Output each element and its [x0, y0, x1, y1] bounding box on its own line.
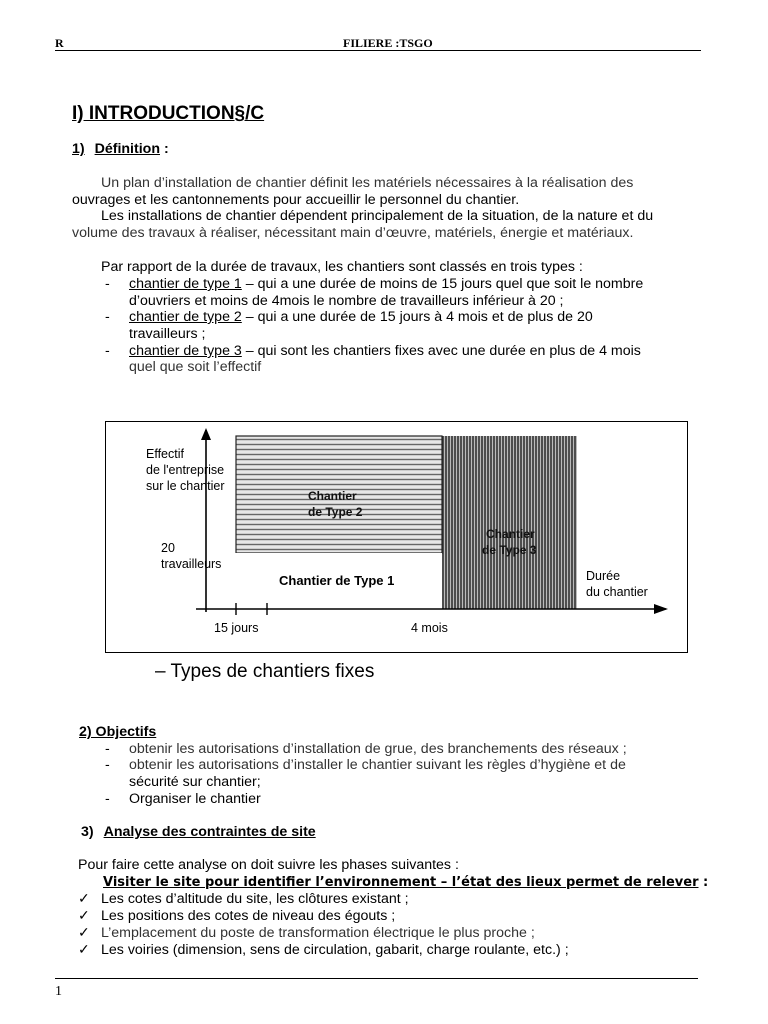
- figure-caption: – Types de chantiers fixes: [155, 661, 375, 682]
- objective-2-cont: sécurité sur chantier;: [129, 774, 261, 790]
- type-label-3: chantier de type 3: [129, 343, 242, 359]
- type-text-2a: – qui a une durée de 15 jours à 4 mois et de plus de 20: [241, 309, 593, 325]
- type-item-2: [129, 309, 593, 326]
- section1-number: 1): [72, 141, 85, 157]
- type2-label-line-1: Chantier: [308, 489, 357, 503]
- check-icon: ✓: [78, 908, 90, 924]
- section3-subheading-text: Visiter le site pour identifier l’environnement – l’état des lieux permet de relever: [103, 875, 699, 890]
- objective-1: obtenir les autorisations d’installation de grue, des branchements des réseaux ;: [129, 741, 627, 757]
- xlabel-line-2: du chantier: [586, 585, 648, 599]
- section3-intro: Pour faire cette analyse on doit suivre les phases suivantes :: [78, 857, 459, 873]
- type-label-1: chantier de type 1: [129, 276, 242, 292]
- objective-3: Organiser le chantier: [129, 791, 261, 807]
- section3-heading: [81, 824, 316, 841]
- ylabel-line-2: de l'entreprise: [146, 463, 225, 477]
- section3-subheading-colon: :: [698, 875, 709, 890]
- chart-svg: [106, 422, 686, 651]
- x-tick-label-15-jours: 15 jours: [214, 621, 259, 635]
- type-dash-2: -: [105, 309, 110, 325]
- section3-title: Analyse des contraintes de site: [103, 824, 316, 840]
- section1-heading: [72, 141, 169, 158]
- type2-label-line-2: de Type 2: [308, 505, 363, 519]
- type3-label-line-1: Chantier: [486, 527, 535, 541]
- obj-dash-3: -: [105, 791, 110, 807]
- check-icon: ✓: [78, 942, 90, 958]
- region-type-3: [442, 436, 577, 609]
- type3-label-line-2: de Type 3: [482, 543, 537, 557]
- y-tick-unit: travailleurs: [161, 557, 222, 571]
- check-icon: ✓: [78, 891, 90, 907]
- ylabel-line-3: sur le chantier: [146, 479, 225, 493]
- type-item-3: [129, 343, 641, 360]
- header-title: FILIERE :TSGO: [343, 36, 433, 50]
- definition-line-4: volume des travaux à réaliser, nécessitant main d’œuvre, matériels, énergie et matériaux.: [72, 225, 634, 241]
- footer-rule: [55, 978, 698, 979]
- chart-frame: [105, 421, 688, 653]
- header-left: R: [55, 36, 64, 50]
- section1-title: Définition: [94, 141, 160, 157]
- objective-2: obtenir les autorisations d’installer le chantier suivant les règles d’hygiène et de: [129, 757, 626, 773]
- section1-colon: :: [160, 141, 169, 157]
- section3-subheading: [103, 874, 708, 891]
- obj-dash-1: -: [105, 741, 110, 757]
- check-item-4: Les voiries (dimension, sens de circulation, gabarit, charge roulante, etc.) ;: [101, 942, 569, 958]
- header-rule: [55, 50, 701, 51]
- section2-heading: 2) Objectifs: [79, 724, 157, 740]
- type-text-1a: – qui a une durée de moins de 15 jours quel que soit le nombre: [241, 276, 644, 292]
- types-intro: Par rapport de la durée de travaux, les chantiers sont classés en trois types :: [101, 259, 583, 275]
- xlabel-line-1: Durée: [586, 569, 621, 583]
- type1-label: Chantier de Type 1: [279, 573, 395, 588]
- definition-line-1: Un plan d’installation de chantier définit les matériels nécessaires à la réalisation des: [101, 175, 634, 191]
- definition-line-3: Les installations de chantier dépendent principalement de la situation, de la nature et du: [101, 208, 654, 224]
- definition-line-2: ouvrages et les cantonnements pour accueillir le personnel du chantier.: [72, 192, 520, 208]
- x-axis-arrow: [654, 604, 668, 614]
- obj-dash-2: -: [105, 757, 110, 773]
- y-axis-arrow: [201, 428, 211, 440]
- type-dash-1: -: [105, 276, 110, 292]
- type-text-3a: – qui sont les chantiers fixes avec une durée en plus de 4 mois: [241, 343, 641, 359]
- check-icon: ✓: [78, 925, 90, 941]
- page-title: I) INTRODUCTION§/C: [72, 103, 265, 124]
- type-text-2b: travailleurs ;: [129, 326, 206, 342]
- type-label-2: chantier de type 2: [129, 309, 242, 325]
- x-tick-label-4-mois: 4 mois: [411, 621, 448, 635]
- check-item-3: L’emplacement du poste de transformation électrique le plus proche ;: [101, 925, 535, 941]
- check-item-1: Les cotes d’altitude du site, les clôtures existant ;: [101, 891, 409, 907]
- type-text-1b: d’ouvriers et moins de 4mois le nombre de travailleurs inférieur à 20 ;: [129, 293, 564, 309]
- type-item-1: [129, 276, 643, 293]
- page-number: 1: [55, 984, 62, 999]
- check-item-2: Les positions des cotes de niveau des égouts ;: [101, 908, 396, 924]
- ylabel-line-1: Effectif: [146, 447, 184, 461]
- type-dash-3: -: [105, 343, 110, 359]
- y-tick-value: 20: [161, 541, 175, 555]
- section3-number: 3): [81, 824, 94, 840]
- type-text-3b: quel que soit l’effectif: [129, 359, 262, 375]
